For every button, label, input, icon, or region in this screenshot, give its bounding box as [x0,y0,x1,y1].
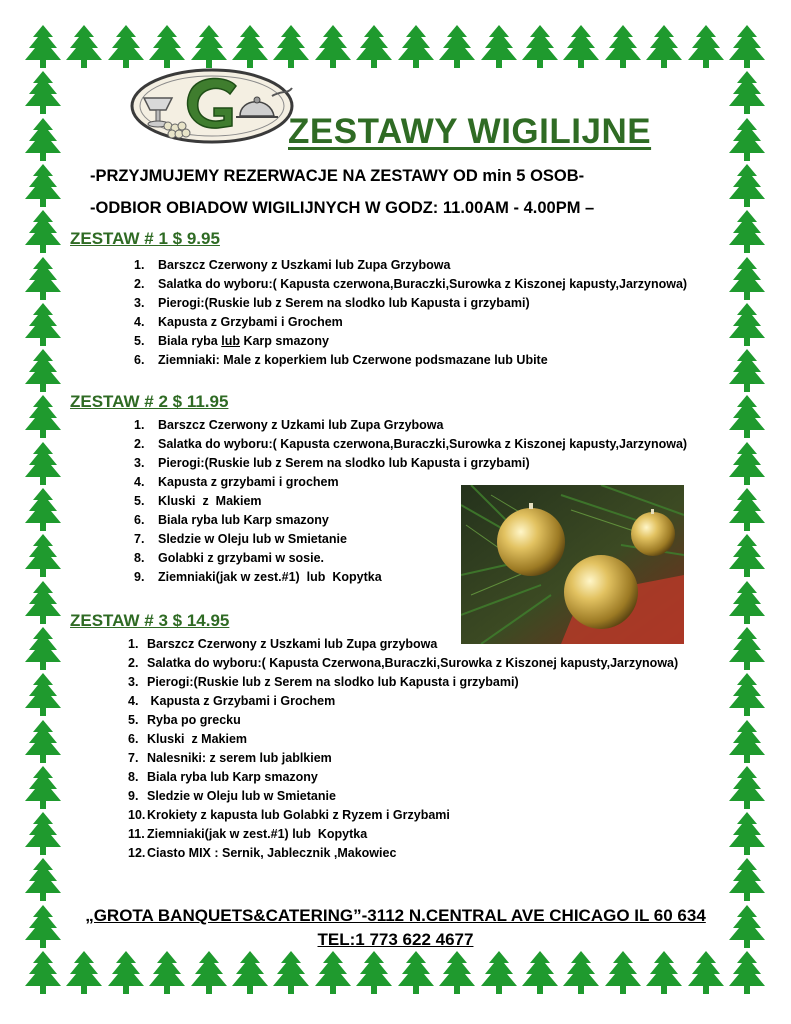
christmas-tree-icon [24,626,62,672]
christmas-tree-icon [24,348,62,394]
list-item: 4. Kapusta z Grzybami i Grochem [134,315,343,329]
christmas-tree-icon [355,950,393,996]
christmas-tree-icon [728,765,766,811]
reservation-notice: -PRZYJMUJEMY REZERWACJE NA ZESTAWY OD min 5 OSOB- [90,167,585,185]
list-item: 12. Ciasto MIX : Sernik, Jablecznik ,Makowiec [128,846,397,860]
christmas-ornaments-photo [461,485,684,644]
christmas-tree-icon [231,950,269,996]
set-1-heading: ZESTAW # 1 $ 9.95 [70,229,220,248]
christmas-tree-icon [314,950,352,996]
list-item: 4. Kapusta z grzybami i grochem [134,475,339,489]
christmas-tree-icon [148,24,186,70]
list-item: 11. Ziemniaki(jak w zest.#1) lub Kopytka [128,827,368,841]
footer-phone: TEL:1 773 622 4677 [317,930,474,949]
christmas-tree-icon [24,70,62,116]
list-item: 8. Biala ryba lub Karp smazony [128,770,318,784]
set-2-heading: ZESTAW # 2 $ 11.95 [70,392,229,411]
christmas-tree-icon [728,163,766,209]
christmas-tree-icon [190,950,228,996]
christmas-tree-icon [728,348,766,394]
christmas-tree-icon [397,24,435,70]
christmas-tree-icon [645,24,683,70]
list-item: 1. Barszcz Czerwony z Uszkami lub Zupa Grzybowa [134,258,451,272]
pickup-hours-notice: -ODBIOR OBIADOW WIGILIJNYCH W GODZ: 11.00AM - 4.00PM – [90,199,595,217]
christmas-tree-icon [24,302,62,348]
set-3-heading: ZESTAW # 3 $ 14.95 [70,611,230,630]
christmas-tree-icon [272,950,310,996]
set-3-list [128,635,678,863]
christmas-tree-icon [24,765,62,811]
christmas-tree-icon [24,719,62,765]
christmas-tree-icon [728,256,766,302]
grota-logo [128,66,296,146]
christmas-tree-icon [728,580,766,626]
christmas-tree-icon [728,394,766,440]
christmas-tree-icon [728,117,766,163]
christmas-tree-icon [24,256,62,302]
page-title: ZESTAWY WIGILIJNE [288,112,652,151]
christmas-tree-icon [728,209,766,255]
christmas-tree-icon [148,950,186,996]
footer-address: „GROTA BANQUETS&CATERING”-3112 N.CENTRAL AVE CHICAGO IL 60 634 [85,906,706,925]
list-item: 10. Krokiety z kapusta lub Golabki z Ryzem i Grzybami [128,808,450,822]
christmas-tree-icon [728,302,766,348]
christmas-tree-icon [24,950,62,996]
christmas-tree-icon [314,24,352,70]
christmas-tree-icon [397,950,435,996]
list-item: 8. Golabki z grzybami w sosie. [134,551,325,565]
christmas-tree-icon [272,24,310,70]
christmas-tree-icon [438,950,476,996]
christmas-tree-icon [24,394,62,440]
christmas-tree-icon [24,209,62,255]
christmas-tree-icon [65,24,103,70]
christmas-tree-icon [231,24,269,70]
list-item: 1. Barszcz Czerwony z Uszkami lub Zupa grzybowa [128,637,438,651]
christmas-tree-icon [645,950,683,996]
christmas-tree-icon [24,857,62,903]
list-item: 7. Sledzie w Oleju lub w Smietanie [134,532,347,546]
christmas-tree-icon [728,719,766,765]
christmas-tree-icon [728,24,766,70]
christmas-tree-icon [24,163,62,209]
christmas-tree-icon [24,24,62,70]
christmas-tree-icon [190,24,228,70]
list-item: 1. Barszcz Czerwony z Uzkami lub Zupa Grzybowa [134,418,444,432]
list-item: 5. Kluski z Makiem [134,494,262,508]
christmas-tree-icon [65,950,103,996]
christmas-tree-icon [728,811,766,857]
christmas-tree-icon [687,24,725,70]
christmas-tree-icon [728,441,766,487]
christmas-tree-icon [107,24,145,70]
christmas-tree-icon [24,533,62,579]
christmas-tree-icon [24,580,62,626]
list-item: 9. Sledzie w Oleju lub w Smietanie [128,789,336,803]
christmas-tree-icon [604,950,642,996]
christmas-tree-icon [24,487,62,533]
christmas-tree-icon [521,950,559,996]
christmas-tree-icon [24,441,62,487]
christmas-tree-icon [728,533,766,579]
christmas-tree-icon [728,70,766,116]
christmas-tree-icon [355,24,393,70]
list-item: 6. Kluski z Makiem [128,732,248,746]
list-item: 7. Nalesniki: z serem lub jablkiem [128,751,332,765]
christmas-tree-icon [687,950,725,996]
christmas-tree-icon [728,950,766,996]
christmas-tree-icon [562,24,600,70]
christmas-tree-icon [24,672,62,718]
list-item: 2. Salatka do wyboru:( Kapusta czerwona,Buraczki,Surowka z Kiszonej kapusty,Jarzynowa) [134,277,688,291]
list-item: 2. Salatka do wyboru:( Kapusta czerwona,Buraczki,Surowka z Kiszonej kapusty,Jarzynowa) [134,437,688,451]
christmas-tree-icon [24,117,62,163]
list-item: 3. Pierogi:(Ruskie lub z Serem na slodko lub Kapusta i grzybami) [134,296,530,310]
list-item: 2. Salatka do wyboru:( Kapusta Czerwona,Buraczki,Surowka z Kiszonej kapusty,Jarzynowa) [128,656,679,670]
christmas-tree-icon [562,950,600,996]
set-1-list [134,256,687,370]
list-item: 4. Kapusta z Grzybami i Grochem [128,694,336,708]
list-item: 9. Ziemniaki(jak w zest.#1) lub Kopytka [134,570,382,584]
christmas-tree-icon [728,626,766,672]
list-item: 5. Ryba po grecku [128,713,241,727]
christmas-tree-icon [480,24,518,70]
christmas-tree-icon [604,24,642,70]
christmas-tree-icon [728,672,766,718]
christmas-tree-icon [24,811,62,857]
christmas-tree-icon [107,950,145,996]
list-item: 6. Ziemniaki: Male z koperkiem lub Czerwone podsmazane lub Ubite [134,353,548,367]
list-item: 3. Pierogi:(Ruskie lub z Serem na slodko lub Kapusta i grzybami) [128,675,519,689]
christmas-tree-icon [480,950,518,996]
christmas-tree-icon [728,487,766,533]
christmas-tree-icon [728,857,766,903]
list-item: 3. Pierogi:(Ruskie lub z Serem na slodko lub Kapusta i grzybami) [134,456,530,470]
list-item: 6. Biala ryba lub Karp smazony [134,513,329,527]
christmas-tree-icon [521,24,559,70]
list-item: 5. Biala ryba lub Karp smazony [134,334,329,348]
christmas-tree-icon [438,24,476,70]
